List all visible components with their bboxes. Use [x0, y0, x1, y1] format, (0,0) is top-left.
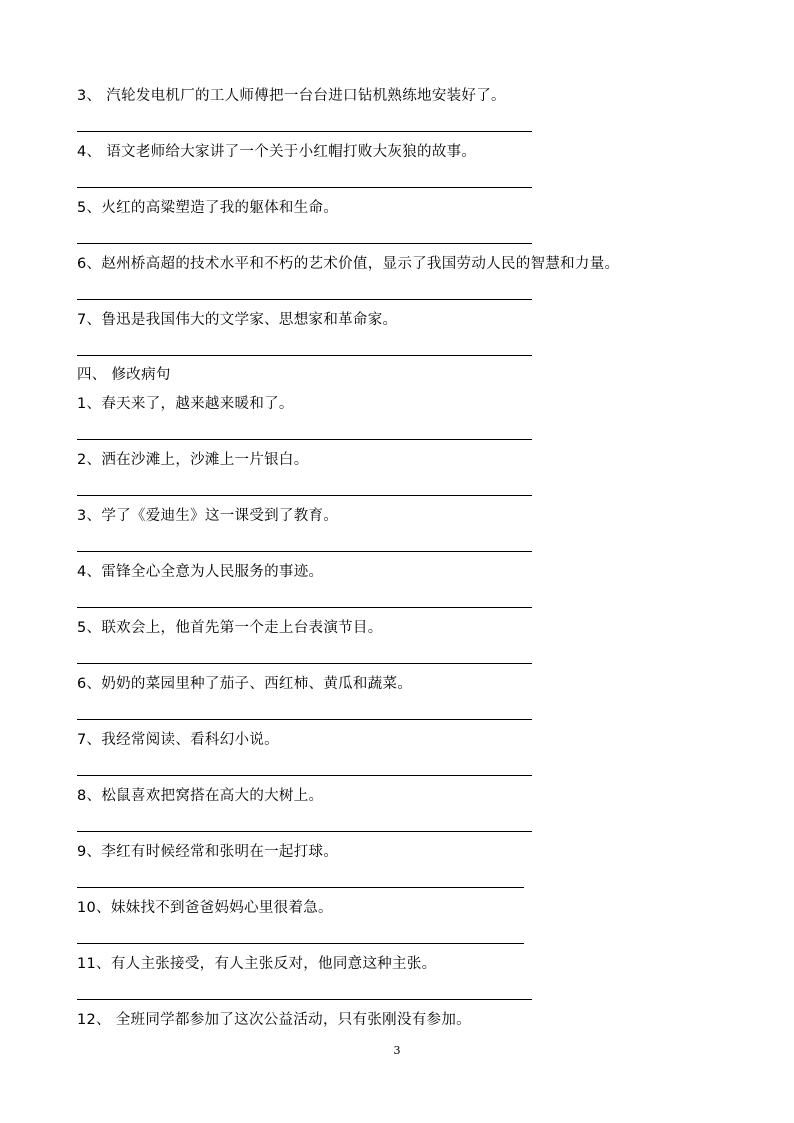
sentence-line: 12、 全班同学都参加了这次公益活动，只有张刚没有参加。	[77, 1012, 471, 1028]
sentence-line: 7、鲁迅是我国伟大的文学家、思想家和革命家。	[77, 312, 398, 328]
section-heading: 四、 修改病句	[77, 367, 171, 383]
answer-line	[77, 775, 532, 776]
answer-line	[77, 831, 532, 832]
answer-line	[77, 355, 532, 356]
answer-line	[77, 551, 532, 552]
sentence-line: 10、妹妹找不到爸爸妈妈心里很着急。	[77, 900, 333, 916]
sentence-line: 9、李红有时候经常和张明在一起打球。	[77, 844, 339, 860]
sentence-line: 5、联欢会上，他首先第一个走上台表演节目。	[77, 620, 383, 636]
answer-line	[77, 187, 532, 188]
sentence-line: 4、 语文老师给大家讲了一个关于小红帽打败大灰狼的故事。	[77, 144, 477, 160]
sentence-line: 6、奶奶的菜园里种了茄子、西红柿、黄瓜和蔬菜。	[77, 676, 413, 692]
sentence-line: 4、雷锋全心全意为人民服务的事迹。	[77, 564, 324, 580]
sentence-line: 3、学了《爱迪生》这一课受到了教育。	[77, 508, 339, 524]
answer-line	[77, 663, 532, 664]
answer-line	[77, 495, 532, 496]
answer-line	[77, 299, 532, 300]
sentence-line: 8、松鼠喜欢把窝搭在高大的大树上。	[77, 788, 324, 804]
sentence-line: 6、赵州桥高超的技术水平和不朽的艺术价值，显示了我国劳动人民的智慧和力量。	[77, 256, 620, 272]
answer-line	[77, 607, 532, 608]
sentence-line: 1、春天来了，越来越来暖和了。	[77, 396, 294, 412]
answer-line	[77, 887, 524, 888]
answer-line	[77, 243, 532, 244]
sentence-line: 2、洒在沙滩上，沙滩上一片银白。	[77, 452, 309, 468]
sentence-line: 7、我经常阅读、看科幻小说。	[77, 732, 279, 748]
page-number: 3	[393, 1044, 401, 1057]
answer-line	[77, 131, 532, 132]
answer-line	[77, 719, 532, 720]
answer-line	[77, 999, 532, 1000]
sentence-line: 3、 汽轮发电机厂的工人师傅把一台台进口钻机熟练地安装好了。	[77, 88, 506, 104]
answer-line	[77, 943, 524, 944]
answer-line	[77, 439, 532, 440]
sentence-line: 5、火红的高粱塑造了我的躯体和生命。	[77, 200, 339, 216]
sentence-line: 11、有人主张接受，有人主张反对，他同意这种主张。	[77, 956, 437, 972]
